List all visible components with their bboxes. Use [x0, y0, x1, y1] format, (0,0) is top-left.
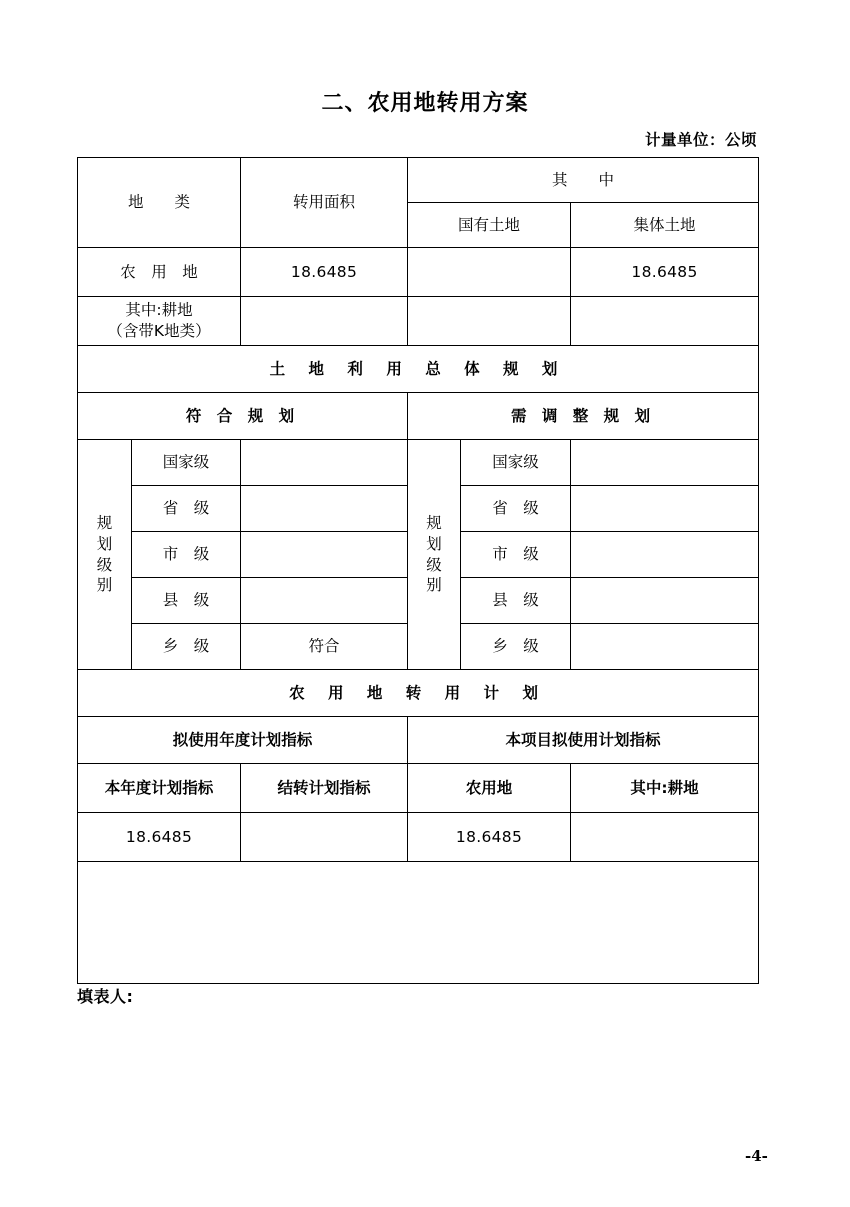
- table-header-row-1: [78, 158, 759, 203]
- row-label-cultivated-land: [78, 297, 241, 346]
- header-converted-area: 转用面积: [241, 158, 408, 248]
- header-project-agricultural-land: 农用地: [408, 764, 571, 813]
- value-project-cultivated-land: [571, 813, 759, 862]
- cell-agricultural-converted-area: 18.6485: [241, 248, 408, 297]
- section-title-row: [78, 670, 759, 717]
- vertical-label-plan-level-left: [78, 440, 132, 670]
- level-label-county-right: 县 级: [461, 578, 571, 624]
- table-row: [78, 248, 759, 297]
- header-state-owned-land: 国有土地: [408, 203, 571, 248]
- plan-level-row: [78, 440, 759, 486]
- subheader-project-quota-to-use: 本项目拟使用计划指标: [408, 717, 759, 764]
- level-value-national-right: [571, 440, 759, 486]
- level-label-provincial-left: 省 级: [132, 486, 241, 532]
- remarks-row: [78, 862, 759, 984]
- section-subheader-row: [78, 393, 759, 440]
- header-collective-land: 集体土地: [571, 203, 759, 248]
- level-value-township-left: 符合: [241, 624, 408, 670]
- plan-level-char: 规: [426, 513, 442, 532]
- level-value-municipal-left: [241, 532, 408, 578]
- farmland-conversion-table: [77, 157, 759, 984]
- level-label-municipal-left: 市 级: [132, 532, 241, 578]
- level-value-township-right: [571, 624, 759, 670]
- level-label-national-left: 国家级: [132, 440, 241, 486]
- level-label-municipal-right: 市 级: [461, 532, 571, 578]
- vertical-label-plan-level-right: [408, 440, 461, 670]
- level-label-provincial-right: 省 级: [461, 486, 571, 532]
- quota-value-row: [78, 813, 759, 862]
- cell-cultivated-collective: [571, 297, 759, 346]
- plan-level-char: 划: [426, 534, 442, 553]
- level-value-county-right: [571, 578, 759, 624]
- cell-cultivated-state-owned: [408, 297, 571, 346]
- plan-level-char: 规: [96, 513, 113, 532]
- page-number: -4-: [745, 1147, 768, 1165]
- level-value-municipal-right: [571, 532, 759, 578]
- section-title-row: [78, 346, 759, 393]
- row-label-agricultural-land: 农 用 地: [78, 248, 241, 297]
- header-land-type: 地 类: [78, 158, 241, 248]
- header-among-which: 其 中: [408, 158, 759, 203]
- subheader-conforms-to-plan: 符 合 规 划: [78, 393, 408, 440]
- cultivated-label-line1: 其中:耕地: [125, 301, 193, 320]
- level-value-provincial-right: [571, 486, 759, 532]
- cell-agricultural-collective: 18.6485: [571, 248, 759, 297]
- section-title-land-use-plan: 土 地 利 用 总 体 规 划: [78, 346, 759, 393]
- cultivated-label-line2: （含带K地类）: [107, 322, 211, 340]
- plan-level-char: 级: [426, 555, 442, 574]
- quota-column-header-row: [78, 764, 759, 813]
- level-label-township-left: 乡 级: [132, 624, 241, 670]
- cell-cultivated-converted-area: [241, 297, 408, 346]
- level-label-county-left: 县 级: [132, 578, 241, 624]
- level-value-county-left: [241, 578, 408, 624]
- subheader-annual-quota-to-use: 拟使用年度计划指标: [78, 717, 408, 764]
- page-title: 二、农用地转用方案: [321, 91, 529, 116]
- remarks-area: [78, 862, 759, 984]
- level-label-township-right: 乡 级: [461, 624, 571, 670]
- quota-subheader-row: [78, 717, 759, 764]
- plan-level-char: 别: [96, 576, 113, 595]
- value-carryover-quota: [241, 813, 408, 862]
- header-project-cultivated-land: 其中:耕地: [571, 764, 759, 813]
- header-carryover-quota: 结转计划指标: [241, 764, 408, 813]
- plan-level-char: 划: [96, 534, 113, 553]
- header-current-year-quota: 本年度计划指标: [78, 764, 241, 813]
- level-value-provincial-left: [241, 486, 408, 532]
- measurement-unit-note: 计量单位：公顷: [644, 131, 757, 149]
- value-project-agricultural-land: 18.6485: [408, 813, 571, 862]
- level-value-national-left: [241, 440, 408, 486]
- subheader-needs-plan-adjustment: 需 调 整 规 划: [408, 393, 759, 440]
- plan-level-char: 级: [96, 555, 113, 574]
- table-row: [78, 297, 759, 346]
- form-filler-label: 填表人:: [77, 987, 134, 1006]
- level-label-national-right: 国家级: [461, 440, 571, 486]
- plan-level-char: 别: [426, 576, 442, 595]
- cell-agricultural-state-owned: [408, 248, 571, 297]
- section-title-conversion-quota: 农 用 地 转 用 计 划: [78, 670, 759, 717]
- value-current-year-quota: 18.6485: [78, 813, 241, 862]
